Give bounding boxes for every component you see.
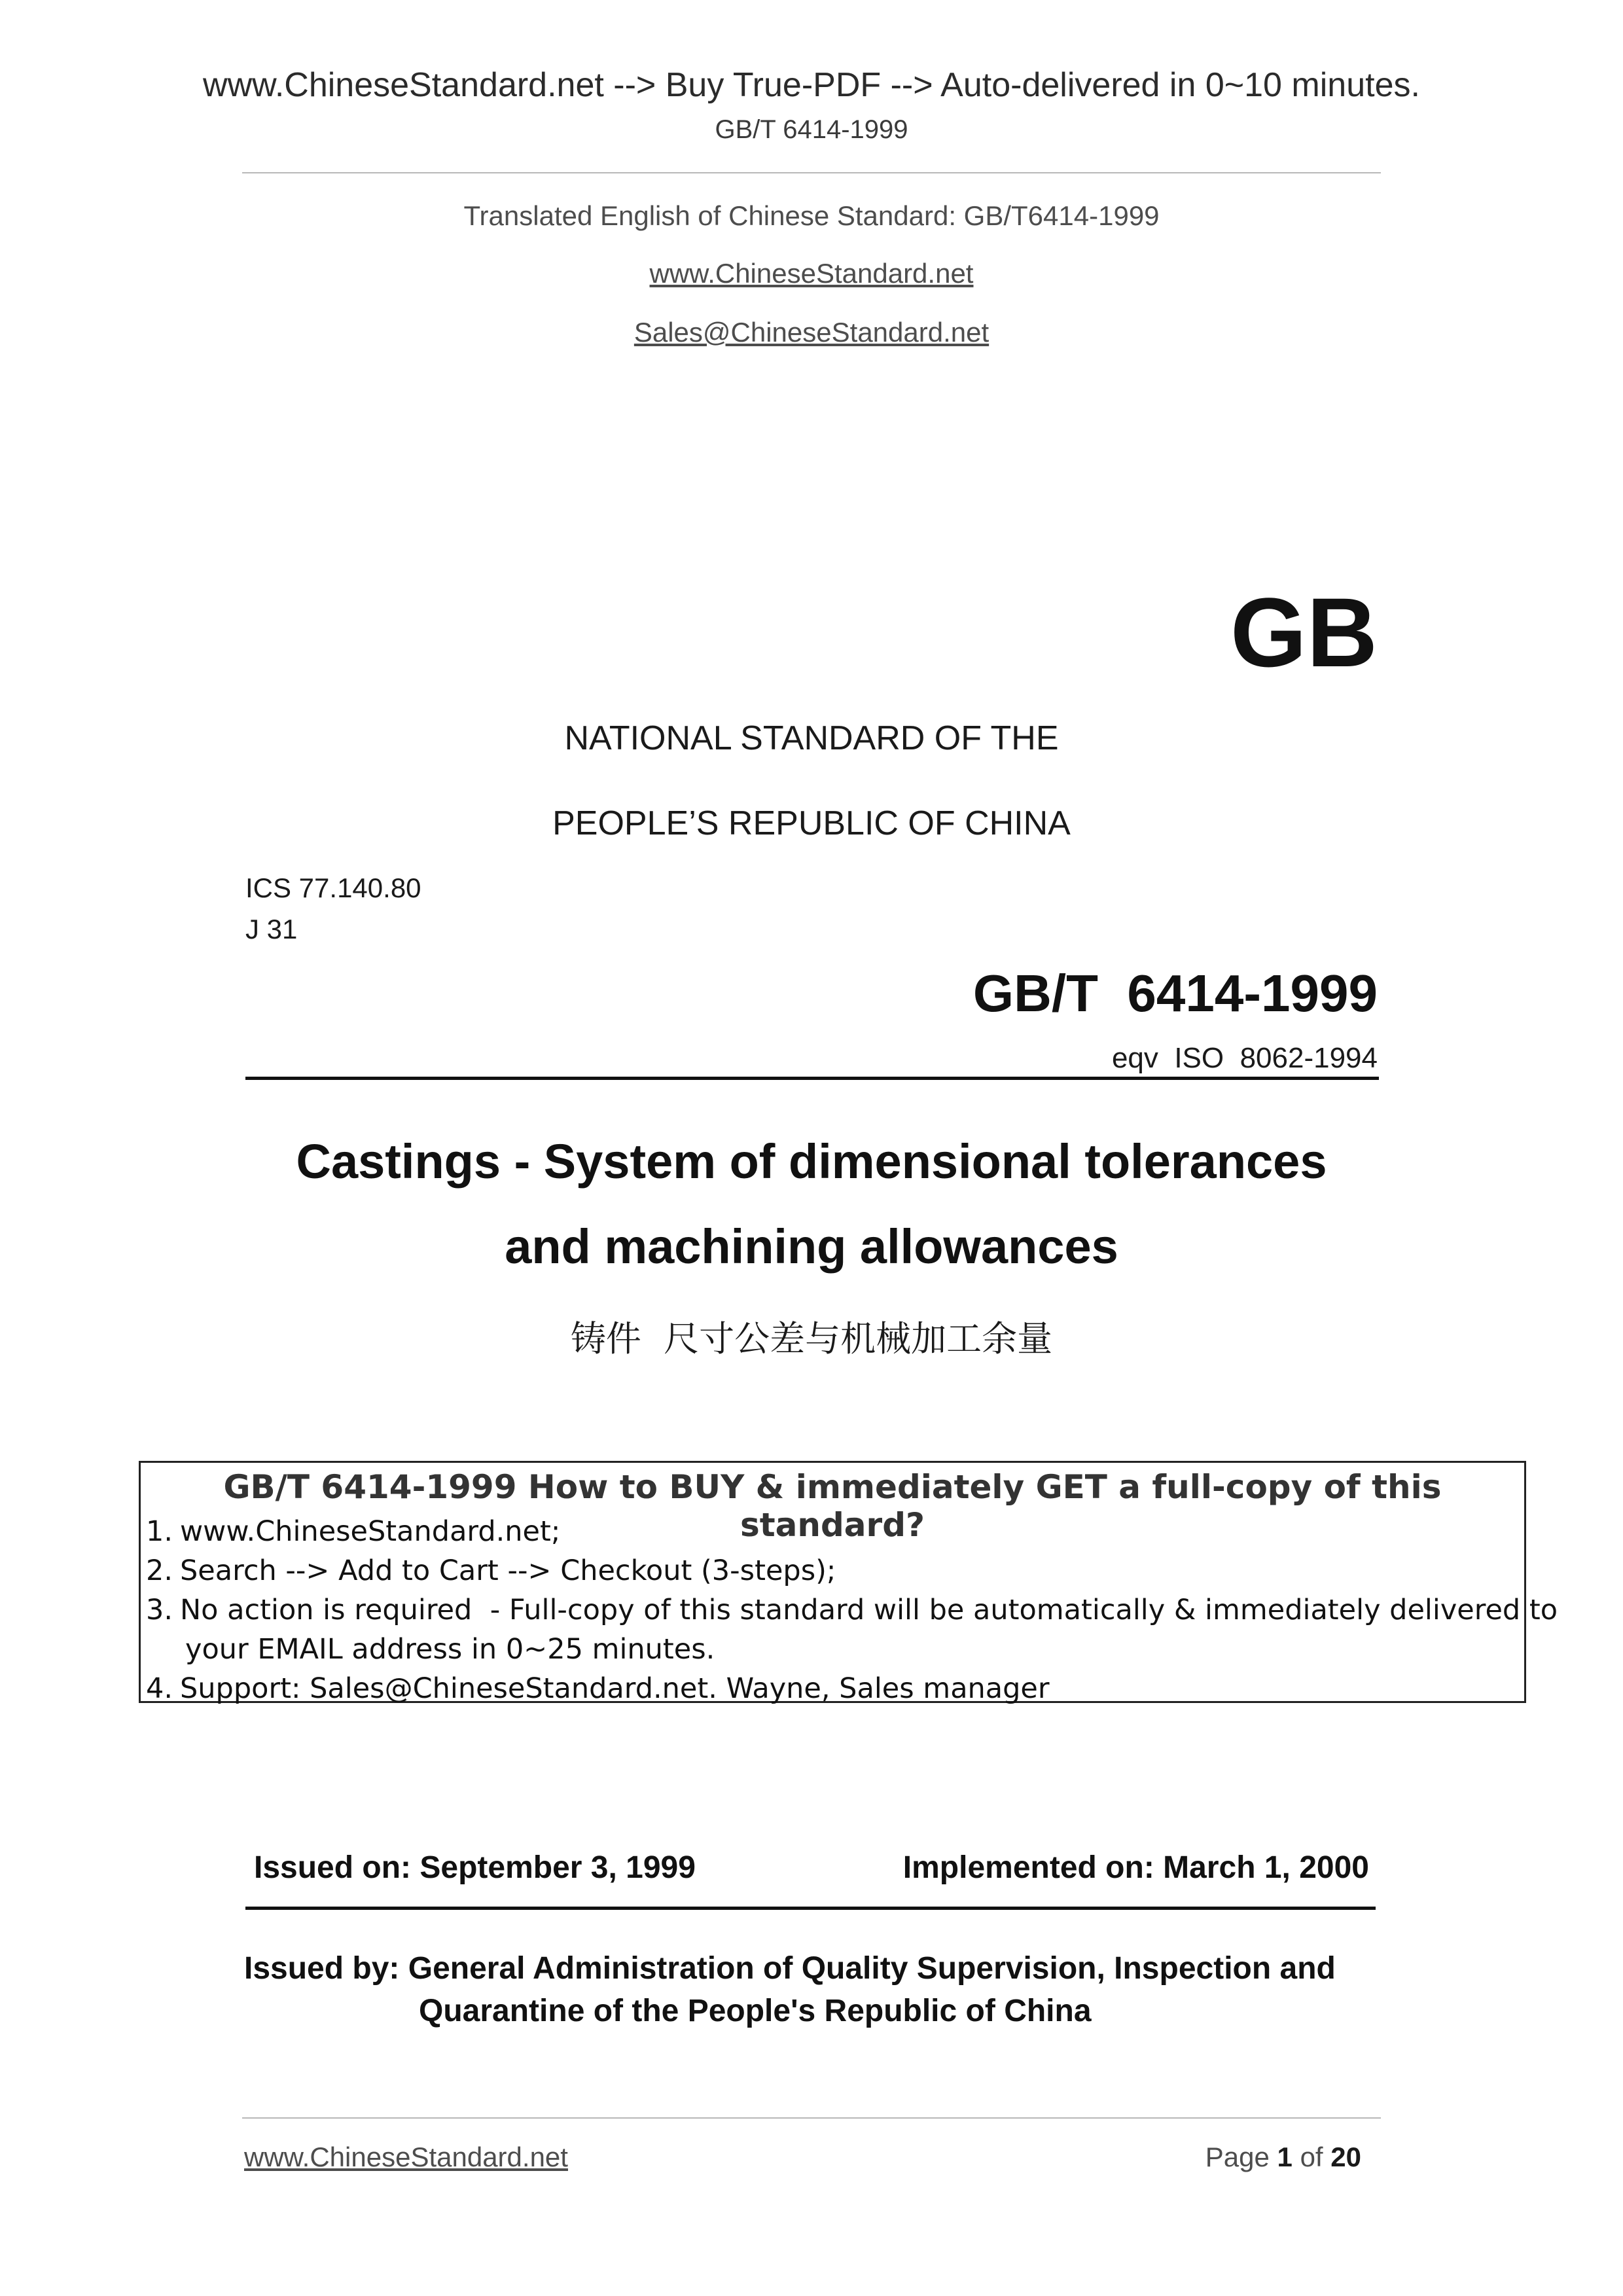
step-text: www.ChineseStandard.net; xyxy=(180,1515,561,1548)
issuer-line1: Issued by: General Administration of Quality Supervision, Inspection and xyxy=(244,1951,1336,1986)
standard-number: GB/T 6414-1999 xyxy=(972,964,1378,1022)
website-link[interactable]: www.ChineseStandard.net xyxy=(649,258,974,289)
site-link-row xyxy=(0,258,1623,289)
page-of-label: of xyxy=(1300,2142,1323,2172)
top-banner-text: www.ChineseStandard.net --> Buy True-PDF --> Auto-delivered in 0~10 minutes. xyxy=(203,66,1420,104)
document-title-line1: Castings - System of dimensional tolerances xyxy=(296,1134,1327,1189)
footer-divider xyxy=(242,2117,1381,2119)
issued-on-date: Issued on: September 3, 1999 xyxy=(254,1850,696,1885)
equivalence-note: eqv ISO 8062-1994 xyxy=(1111,1042,1378,1074)
purchase-step-3-continued: your EMAIL address in 0~25 minutes. xyxy=(185,1633,715,1666)
national-standard-line1: NATIONAL STANDARD OF THE xyxy=(564,719,1059,757)
implemented-on-date: Implemented on: March 1, 2000 xyxy=(902,1850,1369,1885)
step-number: 3. xyxy=(146,1594,173,1626)
purchase-step-4 xyxy=(146,1672,1050,1705)
gb-mark: GB xyxy=(1230,577,1378,687)
sales-link-row xyxy=(0,317,1623,348)
purchase-box-title: GB/T 6414-1999 How to BUY & immediately GET a full-copy of this standard? xyxy=(223,1468,1442,1544)
page-indicator xyxy=(982,2142,1361,2173)
document-title-line2: and machining allowances xyxy=(505,1219,1118,1274)
footer-website-link[interactable]: www.ChineseStandard.net xyxy=(244,2142,568,2172)
national-standard-line2: PEOPLE’S REPUBLIC OF CHINA xyxy=(552,804,1071,842)
dates-divider xyxy=(245,1907,1376,1910)
title-divider xyxy=(245,1077,1379,1080)
purchase-step-2 xyxy=(146,1554,836,1587)
step-number: 2. xyxy=(146,1554,173,1587)
purchase-step-3 xyxy=(146,1594,1558,1626)
purchase-step-1 xyxy=(146,1515,560,1548)
document-title-chinese: 铸件 尺寸公差与机械加工余量 xyxy=(570,1318,1053,1359)
step-text: Search --> Add to Cart --> Checkout (3-steps); xyxy=(180,1554,836,1587)
sales-email-link[interactable]: Sales@ChineseStandard.net xyxy=(633,317,990,348)
translated-note: Translated English of Chinese Standard: GB/T6414-1999 xyxy=(463,200,1160,231)
ics-code: ICS 77.140.80 xyxy=(245,872,421,903)
purchase-info-box xyxy=(139,1461,1558,1705)
page-label: Page xyxy=(1205,2142,1270,2172)
header-standard-code: GB/T 6414-1999 xyxy=(715,115,908,144)
issuer-line2: Quarantine of the People's Republic of China xyxy=(419,1994,1092,2028)
step-number: 4. xyxy=(146,1672,173,1705)
page-current: 1 xyxy=(1277,2142,1293,2172)
ccs-code: J 31 xyxy=(245,914,298,944)
step-number: 1. xyxy=(146,1515,173,1548)
step-text: Support: Sales@ChineseStandard.net. Wayne, Sales manager xyxy=(180,1672,1050,1705)
step-text: No action is required - Full-copy of this standard will be automatically & immediately delivered to xyxy=(180,1594,1558,1626)
page-total: 20 xyxy=(1330,2142,1361,2172)
footer-site-row xyxy=(244,2142,568,2173)
header-divider xyxy=(242,172,1381,173)
